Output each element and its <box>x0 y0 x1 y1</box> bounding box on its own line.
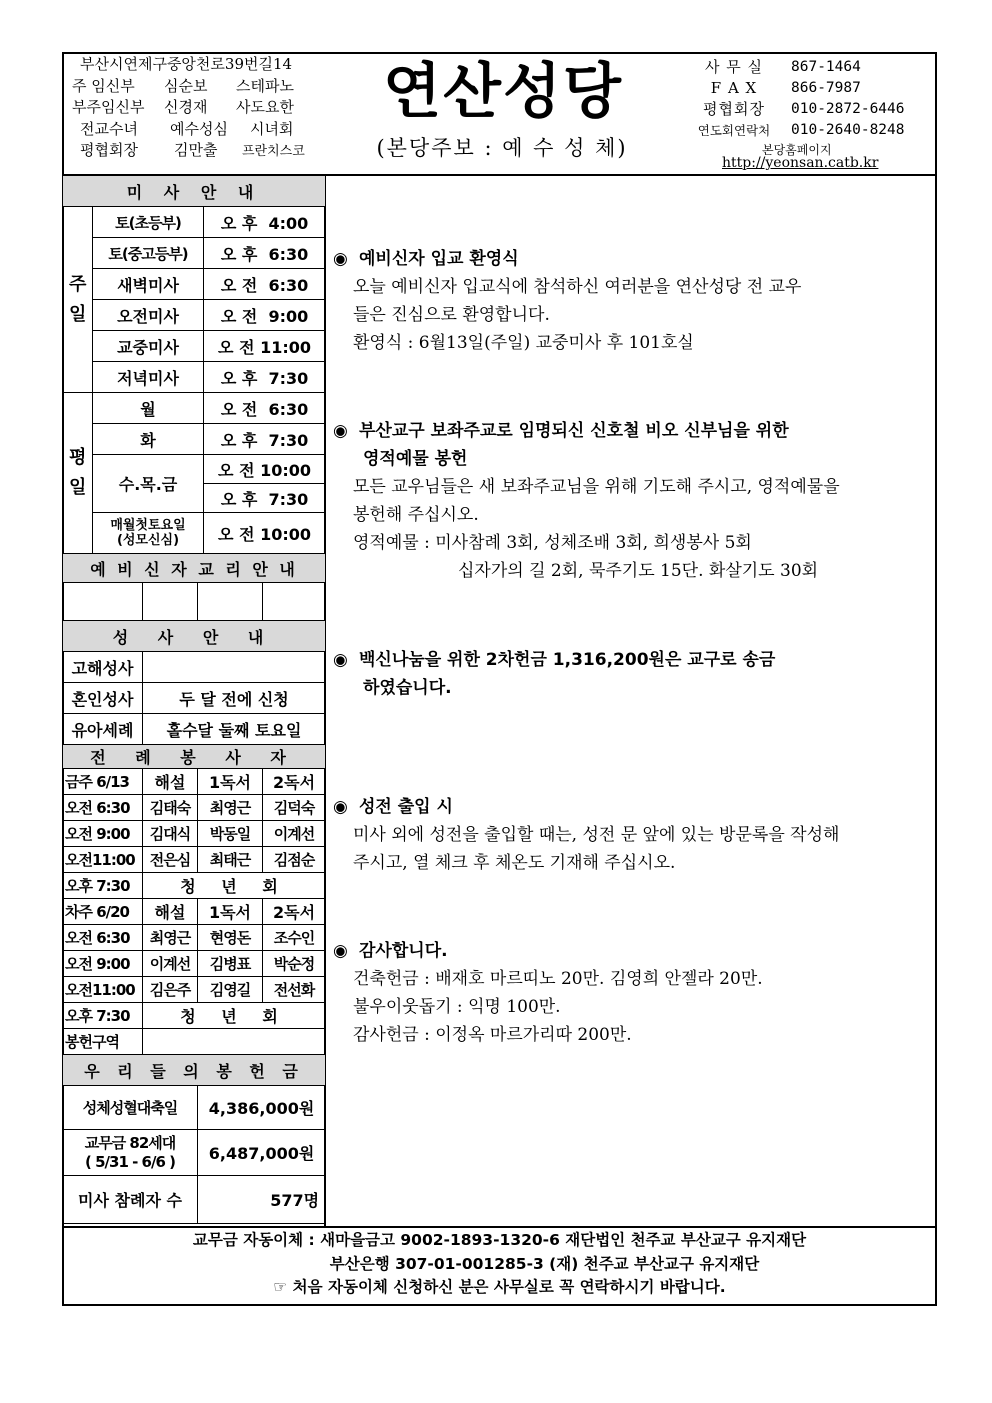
sidebar-table <box>62 175 326 1224</box>
offering-value: 6,487,000원 <box>198 1130 326 1176</box>
notice-line: 오늘 예비신자 입교식에 참석하신 여러분을 연산성당 전 교우 <box>353 277 802 297</box>
contact-label: F A X <box>710 78 758 97</box>
minister-name: 최영근 <box>143 925 198 951</box>
minister-header: 2독서 <box>263 769 326 795</box>
bullet-icon: ◉ <box>333 421 348 441</box>
minister-header: 1독서 <box>198 899 263 925</box>
minister-name: 김태숙 <box>143 795 198 821</box>
minister-header: 2독서 <box>263 899 326 925</box>
notice-vaccine <box>333 646 933 702</box>
sacrament-value: 홀수달 둘째 토요일 <box>143 714 326 745</box>
staff-role: 주 임신부 <box>72 76 135 95</box>
mass-time: 오 전 11:00 <box>204 331 326 362</box>
bullet-icon: ◉ <box>333 797 348 817</box>
minister-group: 청 년 회 <box>143 1003 326 1029</box>
contact-label: 사 무 실 <box>704 58 763 76</box>
offering-name: 교무금 82세대 ( 5/31 - 6/6 ) <box>63 1130 198 1176</box>
notice-line: 건축헌금 : 배재호 마르띠노 20만. 김영희 안젤라 20만. <box>353 969 763 989</box>
ministers-heading: 전 례 봉 사 자 <box>63 745 326 769</box>
offering-area-label: 봉헌구역 <box>63 1029 143 1055</box>
footer-line: ☞ 처음 자동이체 신청하신 분은 사무실로 꼭 연락하시기 바랍니다. <box>273 1278 726 1296</box>
minister-name: 김병표 <box>198 951 263 977</box>
sacraments-heading: 성 사 안 내 <box>63 621 326 652</box>
mass-time: 오 전 9:00 <box>204 300 326 331</box>
bullet-icon: ◉ <box>333 941 348 961</box>
minister-time: 오전 9:00 <box>63 951 143 977</box>
minister-name: 박동일 <box>198 821 263 847</box>
notice-welcome <box>333 245 933 357</box>
notice-title <box>333 937 933 965</box>
sunday-label: 주일 <box>63 207 93 393</box>
mass-name: 토(중고등부) <box>93 238 204 269</box>
mass-name: 교중미사 <box>93 331 204 362</box>
staff-row <box>72 97 305 119</box>
minister-name: 김점순 <box>263 847 326 873</box>
minister-header: 1독서 <box>198 769 263 795</box>
notice-title <box>333 245 933 273</box>
staff-role: 평협회장 <box>80 141 138 159</box>
minister-name: 조수인 <box>263 925 326 951</box>
minister-time: 오전 6:30 <box>63 795 143 821</box>
staff-name: 예수성심 <box>170 119 228 138</box>
minister-name: 이계선 <box>263 821 326 847</box>
minister-name: 김대식 <box>143 821 198 847</box>
footer-line: 부산은행 307-01-001285-3 (재) 천주교 부산교구 유지재단 <box>329 1254 760 1273</box>
mass-time: 오 후 7:30 <box>204 362 326 393</box>
staff-row <box>72 119 305 141</box>
page-title: 연산성당 <box>383 57 623 127</box>
mass-name: 오전미사 <box>93 300 204 331</box>
minister-time: 오후 7:30 <box>63 873 143 899</box>
staff-baptismal: 프란치스코 <box>242 144 305 159</box>
notice-line: 불우이웃돕기 : 익명 100만. <box>353 997 561 1017</box>
staff-baptismal: 스테파노 <box>236 76 294 95</box>
offering-value: 577명 <box>198 1176 326 1224</box>
mass-name: 매월첫토요일 (성모신심) <box>93 513 204 554</box>
notice-title-text: 백신나눔을 위한 2차헌금 1,316,200원은 교구로 송금 <box>359 650 776 670</box>
minister-time: 오전11:00 <box>63 977 143 1003</box>
sacrament-value <box>143 652 326 683</box>
minister-name: 김은주 <box>143 977 198 1003</box>
offering-name: 미사 참례자 수 <box>63 1176 198 1224</box>
mass-name: 저녁미사 <box>93 362 204 393</box>
minister-name: 박순정 <box>263 951 326 977</box>
mass-name: 월 <box>93 393 204 424</box>
mass-time: 오 후 4:00 <box>204 207 326 238</box>
mass-name: 토(초등부) <box>93 207 204 238</box>
notice-title <box>333 646 933 674</box>
bullet-icon: ◉ <box>333 650 348 670</box>
parish-info <box>72 54 305 163</box>
notice-line: 봉헌해 주십시오. <box>353 505 479 525</box>
contact-value: 010-2872-6446 <box>791 100 905 117</box>
sacrament-value: 두 달 전에 신청 <box>143 683 326 714</box>
staff-name: 신경재 <box>164 98 208 116</box>
contact-label: 연도회연락처 <box>697 122 771 138</box>
minister-header: 차주 6/20 <box>63 899 143 925</box>
catechumen-cell <box>263 583 326 621</box>
staff-role: 부주임신부 <box>72 98 145 116</box>
minister-time: 오전11:00 <box>63 847 143 873</box>
sacrament-name: 유아세례 <box>63 714 143 745</box>
bullet-icon: ◉ <box>333 249 348 269</box>
contact-value: 867-1464 <box>791 58 861 75</box>
mass-time: 오 전 10:00 <box>204 513 326 554</box>
minister-name: 최영근 <box>198 795 263 821</box>
notice-title-text: 하였습니다. <box>363 678 452 698</box>
homepage-label: 본당홈페이지 <box>762 143 832 157</box>
notice-line: 환영식 : 6월13일(주일) 교중미사 후 101호실 <box>353 333 694 353</box>
homepage-link[interactable]: http://yeonsan.catb.kr <box>722 155 879 171</box>
weekday-label: 평일 <box>63 393 93 554</box>
notice-thanks <box>333 937 933 1049</box>
notice-line: 영적예물 : 미사참례 3회, 성체조배 3회, 희생봉사 5회 <box>353 533 752 553</box>
minister-group: 청 년 회 <box>143 873 326 899</box>
staff-row <box>72 76 305 98</box>
staff-name: 김만출 <box>174 141 218 159</box>
minister-name: 이계선 <box>143 951 198 977</box>
footer-divider <box>62 1226 937 1228</box>
mass-name: 수.목.금 <box>93 455 204 513</box>
notice-line: 미사 외에 성전을 출입할 때는, 성전 문 앞에 있는 방문록을 작성해 <box>353 825 840 845</box>
contact-row <box>685 98 935 119</box>
staff-name: 심순보 <box>164 76 208 95</box>
offerings-heading: 우 리 들 의 봉 헌 금 <box>63 1055 326 1086</box>
catechumen-heading: 예 비 신 자 교 리 안 내 <box>63 554 326 583</box>
notice-title <box>333 793 933 821</box>
notice-title-text: 부산교구 보좌주교로 임명되신 신호철 비오 신부님을 위한 <box>359 421 789 441</box>
mass-time: 오 후 7:30 <box>204 484 326 513</box>
notice-title-text: 영적예물 봉헌 <box>363 449 468 469</box>
minister-name: 전은심 <box>143 847 198 873</box>
mass-time: 오 전 10:00 <box>204 455 326 484</box>
offering-area-value <box>143 1029 326 1055</box>
notice-entry <box>333 793 933 877</box>
staff-role: 전교수녀 <box>80 119 138 138</box>
contact-label: 평협회장 <box>703 100 765 118</box>
mass-guide-heading: 미 사 안 내 <box>63 176 326 207</box>
minister-name: 전선화 <box>263 977 326 1003</box>
notice-title <box>333 417 933 445</box>
minister-name: 최태근 <box>198 847 263 873</box>
notice-line: 들은 진심으로 환영합니다. <box>353 305 550 325</box>
minister-header: 해설 <box>143 769 198 795</box>
minister-time: 오전 9:00 <box>63 821 143 847</box>
contact-value: 010-2640-8248 <box>791 121 905 138</box>
contact-info <box>685 56 935 140</box>
catechumen-cell <box>143 583 198 621</box>
notice-title-text: 성전 출입 시 <box>359 797 453 817</box>
page-subtitle: (본당주보 : 예 수 성 체) <box>376 136 628 160</box>
notice-line: 감사헌금 : 이정옥 마르가리따 200만. <box>353 1025 632 1045</box>
mass-time: 오 전 6:30 <box>204 269 326 300</box>
minister-time: 오전 6:30 <box>63 925 143 951</box>
catechumen-cell <box>63 583 143 621</box>
minister-time: 오후 7:30 <box>63 1003 143 1029</box>
staff-baptismal: 사도요한 <box>236 98 294 116</box>
sacrament-name: 혼인성사 <box>63 683 143 714</box>
mass-name: 화 <box>93 424 204 455</box>
catechumen-cell <box>198 583 263 621</box>
mass-time: 오 전 6:30 <box>204 393 326 424</box>
notice-bishop <box>333 417 933 585</box>
minister-header: 금주 6/13 <box>63 769 143 795</box>
minister-name: 현영돈 <box>198 925 263 951</box>
staff-baptismal: 시녀회 <box>250 119 294 138</box>
contact-row <box>685 56 935 77</box>
notice-line: 주시고, 열 체크 후 체온도 기재해 주십시오. <box>353 853 676 873</box>
notice-title-text: 감사합니다. <box>359 941 448 961</box>
mass-time: 오 후 6:30 <box>204 238 326 269</box>
mass-name: 새벽미사 <box>93 269 204 300</box>
notice-line: 십자가의 길 2회, 묵주기도 15단. 화살기도 30회 <box>458 561 819 581</box>
mass-time: 오 후 7:30 <box>204 424 326 455</box>
minister-name: 김덕숙 <box>263 795 326 821</box>
staff-row <box>72 140 305 163</box>
contact-value: 866-7987 <box>791 79 861 96</box>
minister-header: 해설 <box>143 899 198 925</box>
contact-row <box>685 77 935 98</box>
sacrament-name: 고해성사 <box>63 652 143 683</box>
notice-line: 모든 교우님들은 새 보좌주교님을 위해 기도해 주시고, 영적예물을 <box>353 477 840 497</box>
footer <box>62 1229 937 1300</box>
footer-line: 교무금 자동이체 : 새마을금고 9002-1893-1320-6 재단법인 천주교 부산교구 유지재단 <box>192 1231 807 1249</box>
offering-name: 성체성혈대축일 <box>63 1086 198 1130</box>
minister-name: 김영길 <box>198 977 263 1003</box>
offering-value: 4,386,000원 <box>198 1086 326 1130</box>
parish-address: 부산시연제구중앙천로39번길14 <box>80 55 293 73</box>
contact-row <box>685 119 935 140</box>
notice-title-text: 예비신자 입교 환영식 <box>359 249 519 269</box>
